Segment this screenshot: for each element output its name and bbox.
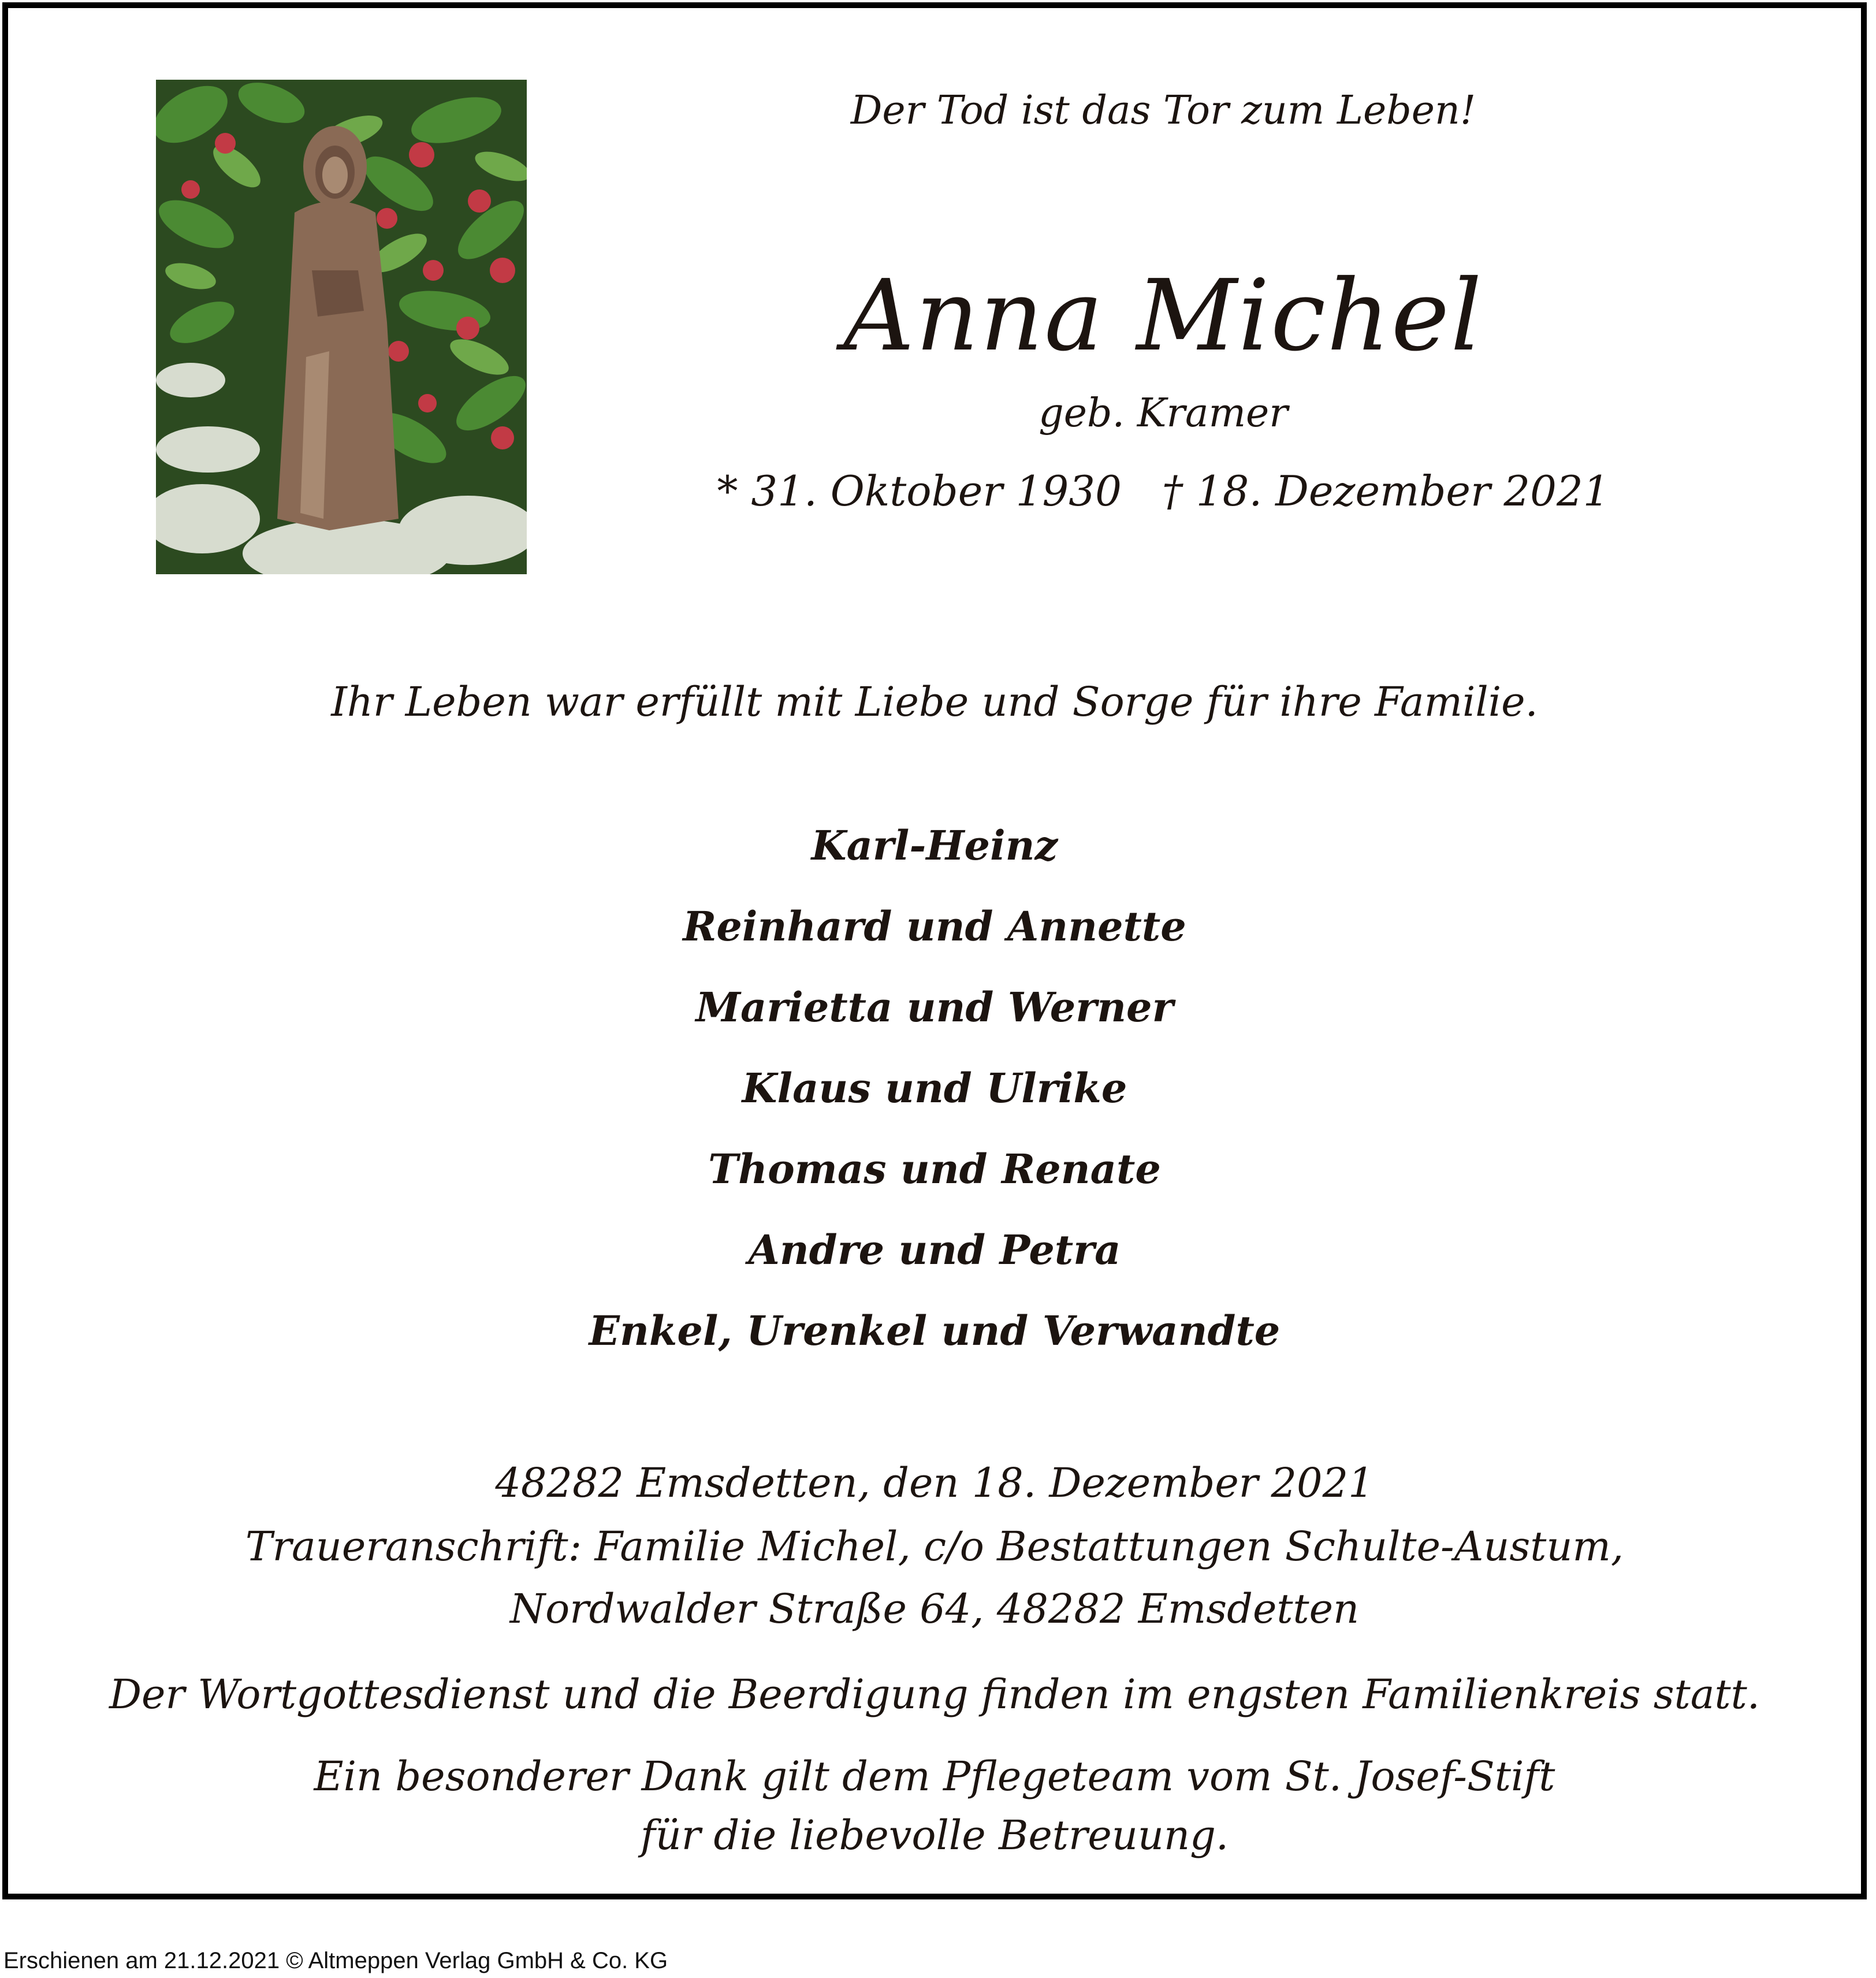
mourner-line: Klaus und Ulrike <box>742 1064 1127 1112</box>
thanks-line-1: Ein besonderer Dank gilt dem Pflegeteam vom St. Josef-Stift <box>314 1753 1555 1800</box>
mourner-line: Thomas und Renate <box>708 1145 1161 1193</box>
notice-frame <box>2 2 1867 1899</box>
birth-date: * 31. Oktober 1930 <box>717 467 1122 515</box>
statue-photo <box>156 80 527 574</box>
publication-footer: Erschienen am 21.12.2021 © Altmeppen Verlag GmbH & Co. KG <box>3 1948 668 1973</box>
place-date: 48282 Emsdetten, den 18. Dezember 2021 <box>495 1459 1374 1507</box>
statue-garden-image <box>156 80 527 574</box>
thanks-line-2: für die liebevolle Betreuung. <box>640 1812 1229 1859</box>
mourner-line: Enkel, Urenkel und Verwandte <box>589 1307 1281 1355</box>
service-notice: Der Wortgottesdienst und die Beerdigung finden im engsten Familienkreis statt. <box>109 1671 1760 1718</box>
mourning-address-line-2: Nordwalder Straße 64, 48282 Emsdetten <box>509 1585 1360 1633</box>
mourning-address-line-1: Traueranschrift: Familie Michel, c/o Bestattungen Schulte-Austum, <box>245 1523 1624 1570</box>
deceased-name: Anna Michel <box>843 259 1483 373</box>
mourner-line: Marietta und Werner <box>695 983 1174 1031</box>
maiden-name: geb. Kramer <box>1038 391 1288 436</box>
life-statement: Ihr Leben war erfüllt mit Liebe und Sorge für ihre Familie. <box>331 678 1538 726</box>
mourner-line: Reinhard und Annette <box>683 902 1186 950</box>
motto-line: Der Tod ist das Tor zum Leben! <box>850 88 1476 133</box>
mourner-line: Karl-Heinz <box>811 821 1058 869</box>
life-dates <box>643 467 1683 515</box>
death-date: † 18. Dezember 2021 <box>1162 467 1610 515</box>
mourner-line: Andre und Petra <box>748 1226 1121 1274</box>
